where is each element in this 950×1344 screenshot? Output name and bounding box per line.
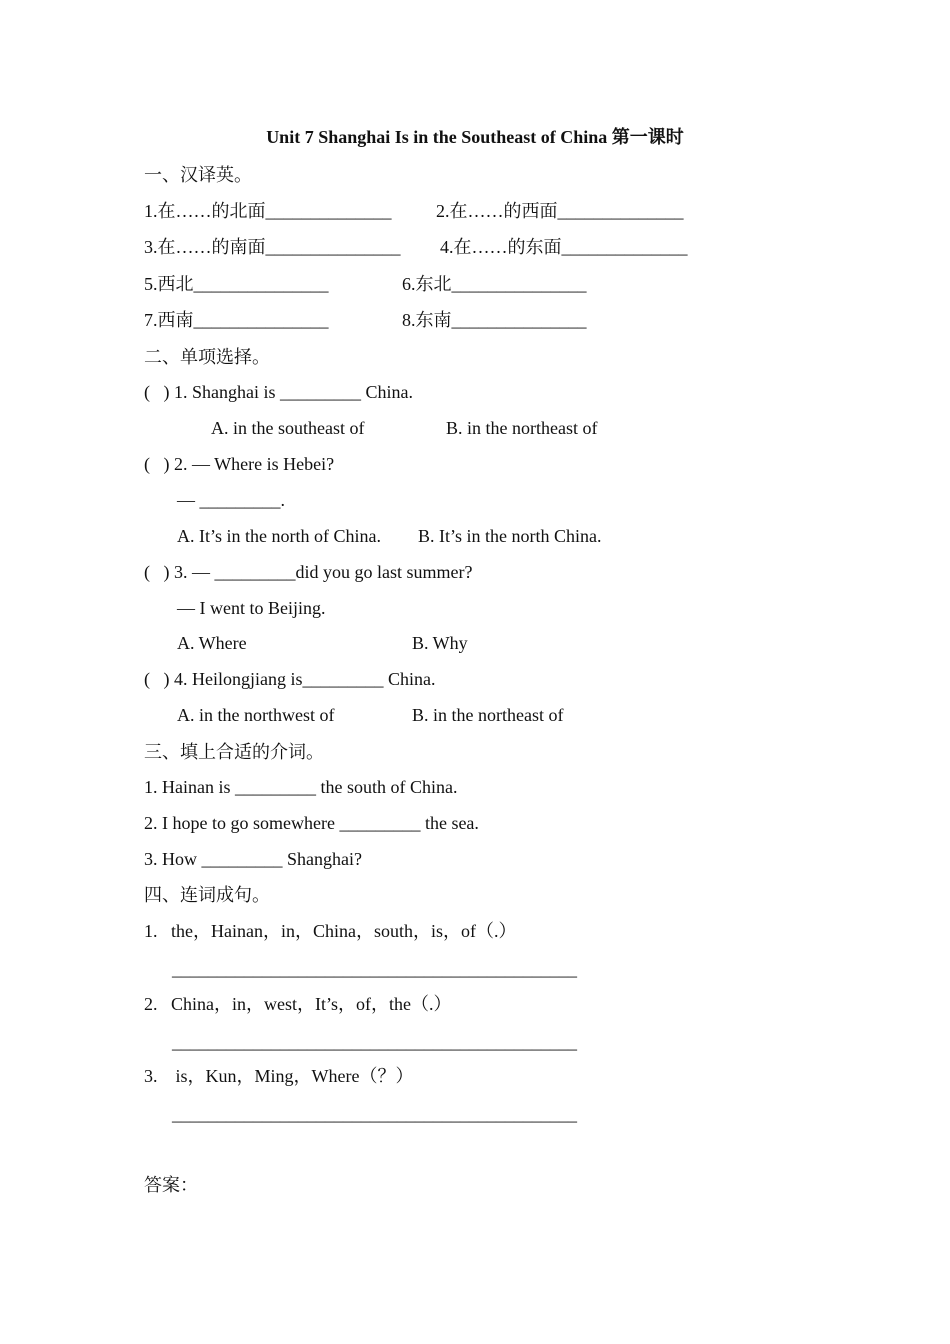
section4-item-1: 1. the，Hainan，in，China，south，is，of（.） bbox=[144, 921, 517, 941]
section3-item-2: 2. I hope to go somewhere _________ the sea. bbox=[144, 813, 479, 833]
question-3-stem: ( ) 3. — _________did you go last summer? bbox=[144, 562, 473, 582]
section1-heading: 一、汉译英。 bbox=[144, 165, 252, 185]
section3-item-3: 3. How _________ Shanghai? bbox=[144, 849, 362, 869]
question-2-option-a: A. It’s in the north of China. bbox=[177, 526, 381, 546]
question-3-reply: — I went to Beijing. bbox=[177, 598, 326, 618]
page-title: Unit 7 Shanghai Is in the Southeast of China 第一课时 bbox=[266, 127, 684, 147]
answer-label: 答案： bbox=[144, 1175, 198, 1195]
section4-answer-line-2: _____________________________________________ bbox=[172, 1032, 577, 1052]
question-2-stem: ( ) 2. — Where is Hebei? bbox=[144, 454, 335, 474]
section2-heading: 二、单项选择。 bbox=[144, 347, 270, 367]
question-2-option-b: B. It’s in the north China. bbox=[418, 526, 602, 546]
question-4-option-a: A. in the northwest of bbox=[177, 705, 335, 725]
question-4-stem: ( ) 4. Heilongjiang is_________ China. bbox=[144, 669, 436, 689]
question-1-option-b: B. in the northeast of bbox=[446, 418, 598, 438]
section1-item-8: 8.东南_______________ bbox=[402, 310, 587, 330]
section1-item-7: 7.西南_______________ bbox=[144, 310, 329, 330]
section1-item-5: 5.西北_______________ bbox=[144, 274, 329, 294]
question-2-reply: — _________. bbox=[177, 490, 285, 510]
section3-item-1: 1. Hainan is _________ the south of China. bbox=[144, 777, 458, 797]
section3-heading: 三、填上合适的介词。 bbox=[144, 742, 324, 762]
question-4-option-b: B. in the northeast of bbox=[412, 705, 564, 725]
section1-item-4: 4.在……的东面______________ bbox=[440, 237, 688, 257]
section1-item-1: 1.在……的北面______________ bbox=[144, 201, 392, 221]
section4-heading: 四、连词成句。 bbox=[144, 885, 270, 905]
question-1-option-a: A. in the southeast of bbox=[211, 418, 365, 438]
question-1-stem: ( ) 1. Shanghai is _________ China. bbox=[144, 382, 413, 402]
question-3-option-a: A. Where bbox=[177, 633, 247, 653]
section1-item-3: 3.在……的南面_______________ bbox=[144, 237, 401, 257]
section4-answer-line-3: _____________________________________________ bbox=[172, 1104, 577, 1124]
question-3-option-b: B. Why bbox=[412, 633, 468, 653]
section4-answer-line-1: _____________________________________________ bbox=[172, 959, 577, 979]
section4-item-3: 3. is，Kun，Ming，Where（？） bbox=[144, 1066, 414, 1086]
section4-item-2: 2. China，in，west，It’s，of，the（.） bbox=[144, 994, 452, 1014]
section1-item-6: 6.东北_______________ bbox=[402, 274, 587, 294]
section1-item-2: 2.在……的西面______________ bbox=[436, 201, 684, 221]
